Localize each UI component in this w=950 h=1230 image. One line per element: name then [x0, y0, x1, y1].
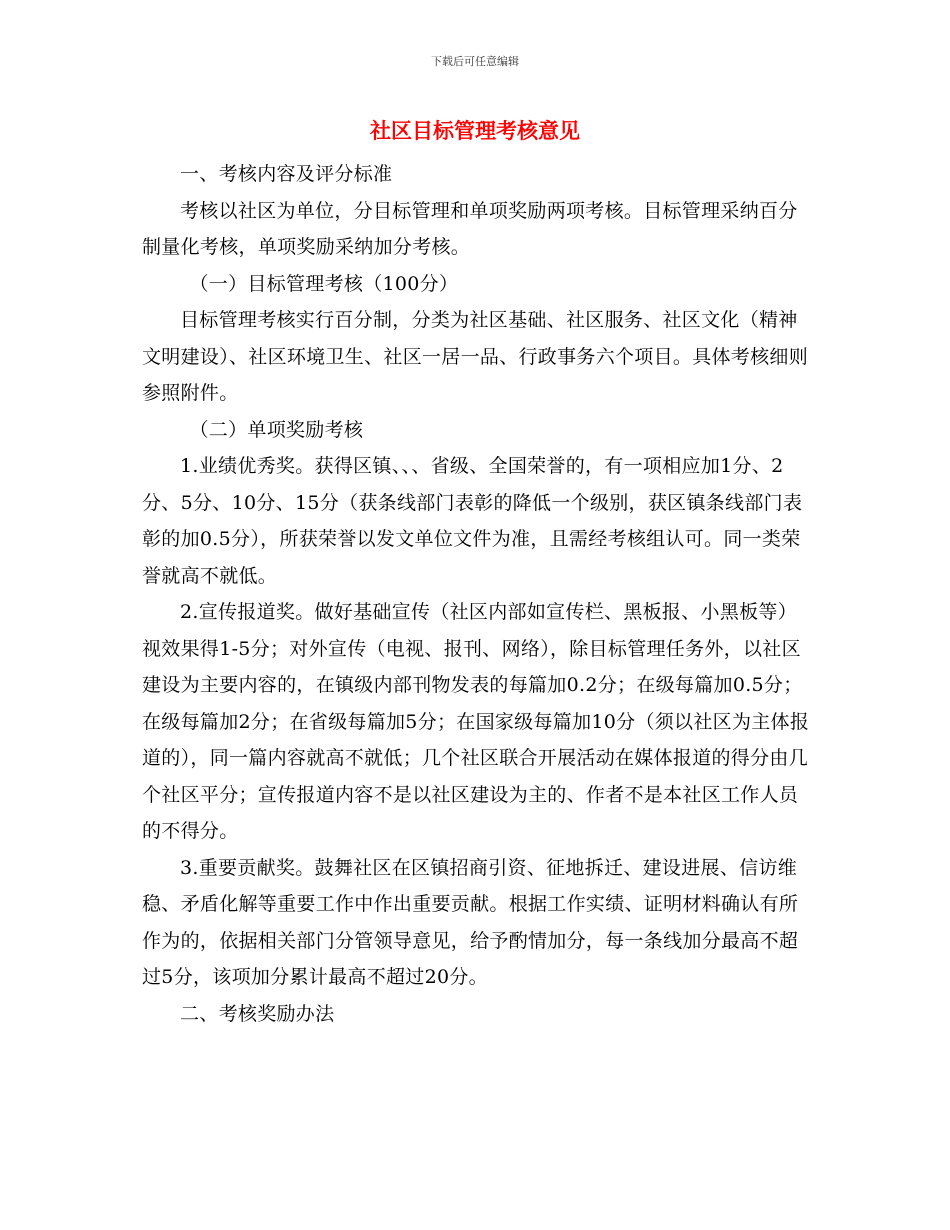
document-body [142, 156, 812, 1032]
paragraph-contribution-award: 3.重要贡献奖。鼓舞社区在区镇招商引资、征地拆迁、建设进展、信访维稳、矛盾化解等重要工作中作出重要贡献。根据工作实绩、证明材料确认有所作为的，依据相关部门分管领导意见，给予酌情加分，每一条线加分最高不超过5分，该项加分累计最高不超过20分。 [142, 856, 799, 988]
document-title: 社区目标管理考核意见 [370, 118, 580, 143]
section-heading-2: 二、考核奖励办法 [180, 1002, 335, 1025]
header-note: 下载后可任意编辑 [431, 55, 519, 68]
paragraph-target-management: 目标管理考核实行百分制，分类为社区基础、社区服务、社区文化（精神文明建设）、社区环境卫生、社区一居一品、行政事务六个项目。具体考核细则参照附件。 [142, 309, 809, 404]
subsection-heading-target-management: （一）目标管理考核（100分） [189, 272, 459, 295]
subsection-heading-single-awards: （二）单项奖励考核 [189, 418, 364, 441]
paragraph-performance-award: 1.业绩优秀奖。获得区镇、、、省级、全国荣誉的，有一项相应加1分、2分、5分、10分、15分（获条线部门表彰的降低一个级别，获区镇条线部门表彰的加0.5分），所获荣誉以发文单位文件为准，且需经考核组认可。同一类荣誉就高不就低。 [142, 455, 803, 587]
paragraph-intro: 考核以社区为单位，分目标管理和单项奖励两项考核。目标管理采纳百分制量化考核，单项奖励采纳加分考核。 [142, 199, 798, 258]
paragraph-publicity-award: 2.宣传报道奖。做好基础宣传（社区内部如宣传栏、黑板报、小黑板等）视效果得1-5分；对外宣传（电视、报刊、网络），除目标管理任务外，以社区建设为主要内容的，在镇级内部刊物发表的每篇加0.2分；在级每篇加0.5分；在级每篇加2分；在省级每篇加5分；在国家级每篇加10分（须以社区为主体报道的），同一篇内容就高不就低；几个社区联合开展活动在媒体报道的得分由几个社区平分；宣传报道内容不是以社区建设为主的、作者不是本社区工作人员的不得分。 [142, 601, 810, 842]
section-heading-1: 一、考核内容及评分标准 [180, 163, 393, 185]
